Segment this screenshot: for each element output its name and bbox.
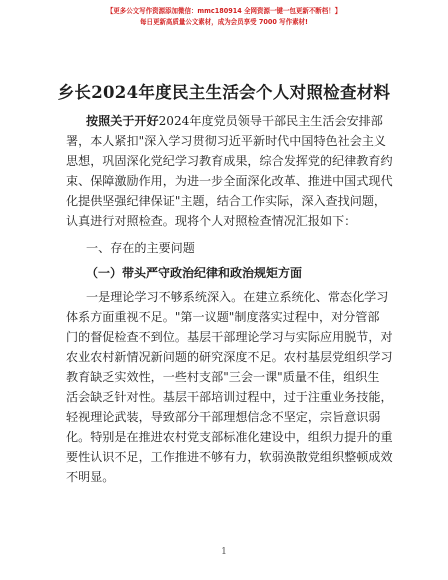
intro-lead: 按照关于开好 — [86, 114, 159, 128]
body-line-3: 门的督促检查不到位。基层干部理论学习与实际应用脱节，对 — [66, 330, 393, 344]
section-heading-1: 一、存在的主要问题 — [86, 241, 195, 255]
body-line-5: 教育缺乏实效性，一些村支部"三会一课"质量不佳，组织生 — [66, 370, 380, 384]
body-line-1: 一是理论学习不够系统深入。在建立系统化、常态化学习 — [86, 290, 389, 304]
promo-banner-line-1: 【更多公文写作资源添加微信：mmc180914 全网资源一键一包更新不断档！】 — [106, 7, 342, 15]
subsection-heading-1: （一）带头严守政治纪律和政治规矩方面 — [86, 266, 303, 280]
promo-banner-line-2: 每日更新高质量公文素材，成为会员享受 7000 写作素材! — [140, 18, 308, 26]
body-line-8: 化。特别是在推进农村党支部标准化建设中，组织力提升的重 — [66, 430, 393, 444]
intro-line-6: 认真进行对照检查。现将个人对照检查情况汇报如下： — [66, 214, 357, 228]
intro-line-1 — [86, 113, 383, 129]
body-line-2: 体系方面重视不足。"第一议题"制度落实过程中，对分管部 — [66, 310, 380, 324]
body-line-4: 农业农村新情况新问题的研究深度不足。农村基层党组织学习 — [66, 350, 393, 364]
intro-line-4: 束、保障激励作用，为进一步全面深化改革、推进中国式现代 — [66, 174, 393, 188]
body-line-6: 活会缺乏针对性。基层干部培训过程中，过于注重业务技能， — [66, 390, 393, 404]
document-title: 乡长2024年度民主生活会个人对照检查材料 — [57, 83, 391, 102]
body-line-10: 不明显。 — [66, 470, 115, 484]
intro-line-2: 署，本人紧扣"深入学习贯彻习近平新时代中国特色社会主义 — [66, 134, 387, 148]
page-number: 1 — [221, 547, 227, 557]
intro-line-5: 化提供坚强纪律保证"主题，结合工作实际，深入查找问题， — [66, 194, 387, 208]
intro-line-3: 思想，巩固深化党纪学习教育成果，综合发挥党的纪律教育约 — [66, 154, 393, 168]
body-line-9: 要性认识不足，工作推进不够有力，软弱涣散党组织整顿成效 — [66, 450, 393, 464]
body-line-7: 轻视理论武装，导致部分干部理想信念不坚定，宗旨意识弱 — [66, 410, 381, 424]
intro-line-1-text: 2024年度党员领导干部民主生活会安排部 — [158, 114, 383, 128]
promo-banner — [0, 6, 448, 28]
